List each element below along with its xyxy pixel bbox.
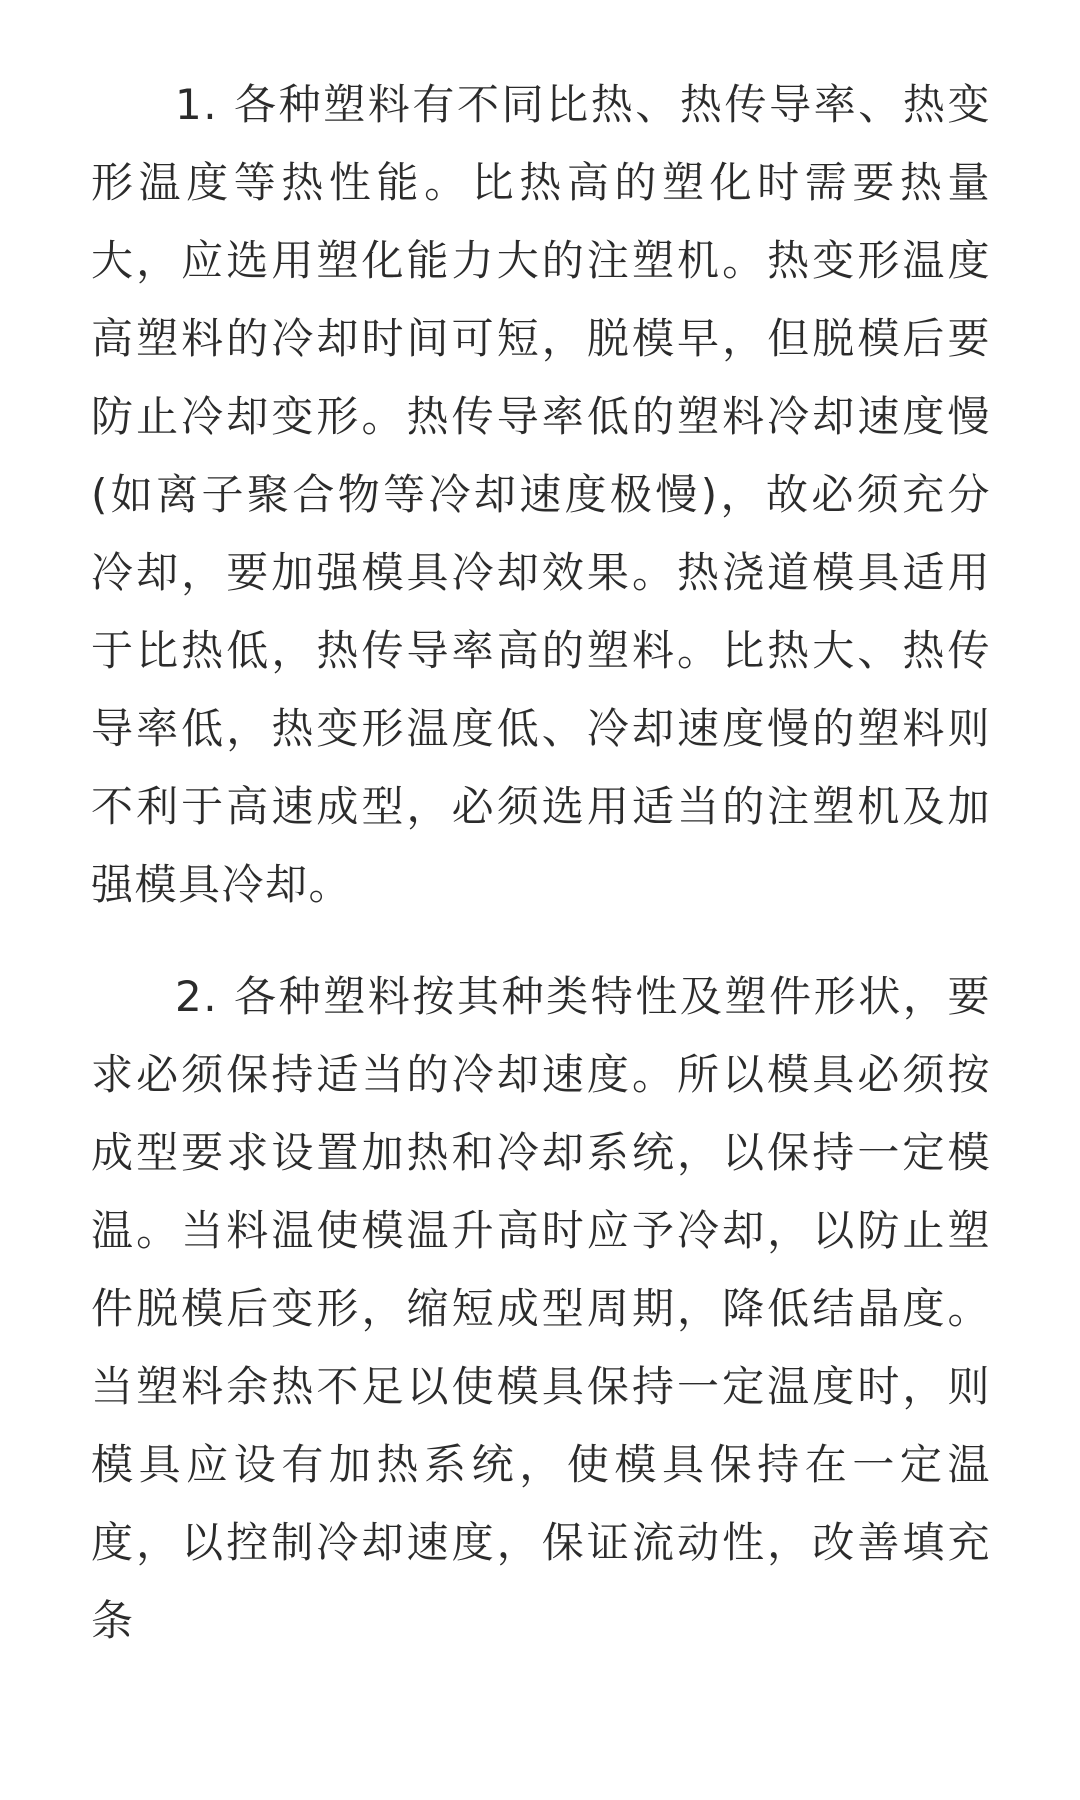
article-body — [91, 66, 991, 1660]
paragraph-2: 2. 各种塑料按其种类特性及塑件形状，要求必须保持适当的冷却速度。所以模具必须按成型要求设置加热和冷却系统，以保持一定模温。当料温使模温升高时应予冷却，以防止塑件脱模后变形，缩短成型周期，降低结晶度。当塑料余热不足以使模具保持一定温度时，则模具应设有加热系统，使模具保持在一定温度，以控制冷却速度，保证流动性，改善填充条 — [91, 972, 991, 1645]
paragraph-1: 1. 各种塑料有不同比热、热传导率、热变形温度等热性能。比热高的塑化时需要热量大，应选用塑化能力大的注塑机。热变形温度高塑料的冷却时间可短，脱模早，但脱模后要防止冷却变形。热传导率低的塑料冷却速度慢(如离子聚合物等冷却速度极慢)，故必须充分冷却，要加强模具冷却效果。热浇道模具适用于比热低，热传导率高的塑料。比热大、热传导率低，热变形温度低、冷却速度慢的塑料则不利于高速成型，必须选用适当的注塑机及加强模具冷却。 — [91, 80, 991, 909]
